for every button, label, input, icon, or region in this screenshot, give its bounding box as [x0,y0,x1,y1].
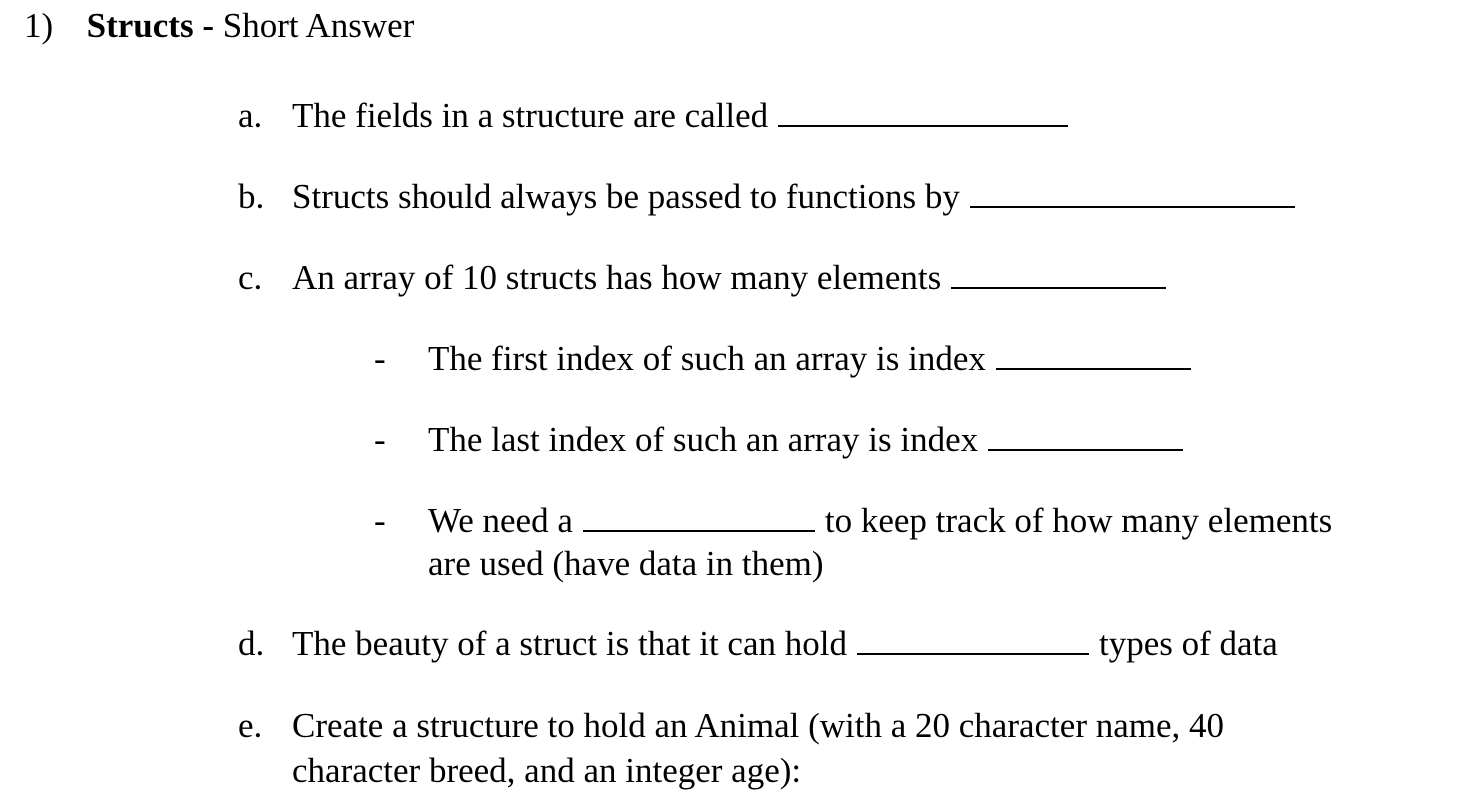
item-c-marker: c. [238,258,263,297]
item-c [292,256,1166,299]
question-number: 1) [24,6,54,45]
item-c-sub2 [428,418,1183,461]
item-b [292,175,1295,218]
item-c-sub1 [428,337,1191,380]
item-e-marker: e. [238,706,263,745]
item-c-sub3-text-after: to keep track of how many elements [824,501,1333,540]
answer-blank-d[interactable] [857,652,1089,655]
answer-blank-b[interactable] [970,205,1295,208]
item-a-marker: a. [238,96,263,135]
item-d-marker: d. [238,624,265,663]
answer-blank-c-sub2[interactable] [988,448,1183,451]
item-b-marker: b. [238,177,265,216]
answer-blank-c-sub3[interactable] [583,529,815,532]
answer-blank-c-sub1[interactable] [996,367,1191,370]
item-d-text-before: The beauty of a struct is that it can hold [292,624,847,663]
item-b-text: Structs should always be passed to functions by [292,177,960,216]
item-e-line2: character breed, and an integer age): [292,751,802,790]
question-title-bold: Structs - [86,6,214,45]
item-e-line1: Create a structure to hold an Animal (with a 20 character name, 40 [292,706,1225,745]
item-c-sub1-text: The first index of such an array is index [428,339,986,378]
question-heading [24,4,414,47]
item-c-sub3-text-before: We need a [428,501,573,540]
question-title-rest: Short Answer [222,6,415,45]
item-a-text: The fields in a structure are called [292,96,769,135]
item-c-sub3-marker: - [374,501,386,540]
item-a [292,94,1068,137]
item-c-text: An array of 10 structs has how many elements [292,258,942,297]
answer-blank-c[interactable] [951,286,1166,289]
item-c-sub1-marker: - [374,339,386,378]
answer-blank-a[interactable] [778,124,1068,127]
item-c-sub3 [428,499,1332,542]
item-c-sub2-marker: - [374,420,386,459]
item-c-sub2-text: The last index of such an array is index [428,420,979,459]
item-d [292,622,1278,665]
item-c-sub3-line2: are used (have data in them) [428,544,824,583]
item-d-text-after: types of data [1098,624,1278,663]
